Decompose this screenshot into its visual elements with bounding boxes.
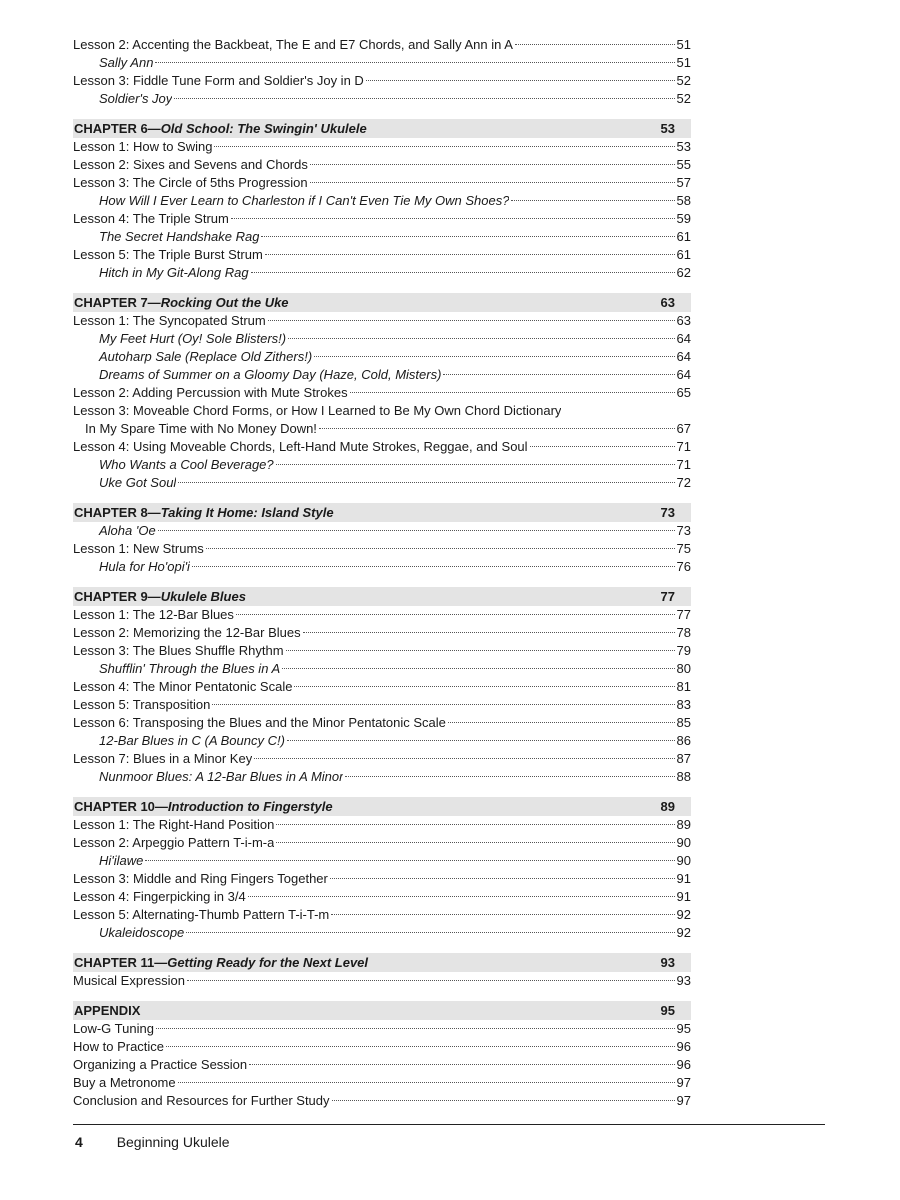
dot-leader <box>236 614 675 615</box>
entry-title: Lesson 2: Sixes and Sevens and Chords <box>73 157 308 172</box>
entry-title: Lesson 5: Alternating-Thumb Pattern T-i-T-m <box>73 907 330 922</box>
dot-leader <box>314 356 674 357</box>
entry-title: Lesson 3: Moveable Chord Forms, or How I Learned to Be My Own Chord Dictionary <box>73 403 562 418</box>
entry-page-number: 52 <box>676 91 691 106</box>
chapter-heading[interactable] <box>73 293 691 312</box>
dot-leader <box>156 1028 675 1029</box>
lesson-entry[interactable] <box>73 750 691 768</box>
entry-title: Lesson 3: Middle and Ring Fingers Together <box>73 871 328 886</box>
dot-leader <box>206 548 675 549</box>
dot-leader <box>282 668 674 669</box>
lesson-entry[interactable] <box>73 402 691 420</box>
entry-page-number: 76 <box>676 559 691 574</box>
entry-page-number: 64 <box>676 331 691 346</box>
dot-leader <box>350 392 675 393</box>
entry-title: Lesson 1: The 12-Bar Blues <box>73 607 234 622</box>
dot-leader <box>303 632 675 633</box>
entry-page-number: 57 <box>676 175 691 190</box>
dot-leader <box>286 650 675 651</box>
entry-title: Lesson 4: Using Moveable Chords, Left-Hand Mute Strokes, Reggae, and Soul <box>73 439 528 454</box>
dot-leader <box>248 896 675 897</box>
entry-title: Hitch in My Git-Along Rag <box>99 265 249 280</box>
entry-page-number: 67 <box>676 421 691 436</box>
entry-title: Autoharp Sale (Replace Old Zithers!) <box>99 349 313 364</box>
entry-page-number: 72 <box>676 475 691 490</box>
entry-page-number: 92 <box>676 925 691 940</box>
chapter-name: Rocking Out the Uke <box>160 295 289 310</box>
entry-page-number: 77 <box>676 607 691 622</box>
entry-title: Lesson 4: Fingerpicking in 3/4 <box>73 889 246 904</box>
entry-page-number: 97 <box>676 1093 691 1108</box>
chapter-title <box>74 1003 661 1018</box>
entry-title: Lesson 7: Blues in a Minor Key <box>73 751 253 766</box>
chapter-label: CHAPTER 8— <box>74 505 161 520</box>
dot-leader <box>251 272 675 273</box>
entry-title: Sally Ann <box>99 55 154 70</box>
entry-title: Nunmoor Blues: A 12-Bar Blues in A Minor <box>99 769 344 784</box>
dot-leader <box>331 914 674 915</box>
entry-title: Musical Expression <box>73 973 185 988</box>
footer-rule <box>73 1124 825 1125</box>
entry-page-number: 83 <box>676 697 691 712</box>
entry-title: Aloha 'Oe <box>99 523 156 538</box>
entry-page-number: 51 <box>676 55 691 70</box>
entry-page-number: 91 <box>676 871 691 886</box>
song-entry[interactable] <box>73 348 691 366</box>
entry-title: Lesson 6: Transposing the Blues and the Minor Pentatonic Scale <box>73 715 446 730</box>
entry-title: Lesson 4: The Minor Pentatonic Scale <box>73 679 293 694</box>
chapter-heading[interactable] <box>73 119 691 138</box>
lesson-entry[interactable] <box>73 816 691 834</box>
entry-title: Lesson 1: The Right-Hand Position <box>73 817 275 832</box>
chapter-label: CHAPTER 10— <box>74 799 168 814</box>
entry-page-number: 93 <box>676 973 691 988</box>
entry-page-number: 62 <box>676 265 691 280</box>
chapter-name: Ukulele Blues <box>160 589 246 604</box>
dot-leader <box>448 722 675 723</box>
chapter-title <box>74 955 661 970</box>
lesson-entry[interactable] <box>73 384 691 402</box>
entry-page-number: 86 <box>676 733 691 748</box>
lesson-entry[interactable] <box>73 210 691 228</box>
entry-page-number: 88 <box>676 769 691 784</box>
song-entry[interactable] <box>73 54 691 72</box>
lesson-entry[interactable] <box>73 1056 691 1074</box>
entry-title: Hi'ilawe <box>99 853 144 868</box>
dot-leader <box>166 1046 674 1047</box>
entry-title: Lesson 5: Transposition <box>73 697 211 712</box>
lesson-entry[interactable] <box>73 312 691 330</box>
entry-title: My Feet Hurt (Oy! Sole Blisters!) <box>99 331 287 346</box>
entry-page-number: 87 <box>676 751 691 766</box>
chapter-heading[interactable] <box>73 1001 691 1020</box>
chapter-name: Introduction to Fingerstyle <box>167 799 333 814</box>
entry-title: How to Practice <box>73 1039 165 1054</box>
lesson-entry[interactable] <box>73 870 691 888</box>
chapter-title <box>74 295 661 310</box>
lesson-entry[interactable] <box>73 138 691 156</box>
dot-leader <box>155 62 674 63</box>
dot-leader <box>254 758 674 759</box>
entry-title: Lesson 1: How to Swing <box>73 139 213 154</box>
entry-title: 12-Bar Blues in C (A Bouncy C!) <box>99 733 285 748</box>
entry-title: Uke Got Soul <box>99 475 177 490</box>
dot-leader <box>268 320 675 321</box>
chapter-page-number: 95 <box>660 1003 675 1018</box>
book-title: Beginning Ukulele <box>116 1134 230 1150</box>
entry-page-number: 92 <box>676 907 691 922</box>
entry-title: Soldier's Joy <box>99 91 173 106</box>
dot-leader <box>265 254 675 255</box>
entry-page-number: 73 <box>676 523 691 538</box>
lesson-entry[interactable] <box>73 642 691 660</box>
lesson-entry[interactable] <box>73 888 691 906</box>
lesson-entry[interactable] <box>73 174 691 192</box>
dot-leader <box>186 932 674 933</box>
lesson-entry[interactable] <box>73 696 691 714</box>
dot-leader <box>192 566 675 567</box>
dot-leader <box>319 428 675 429</box>
entry-title: Lesson 4: The Triple Strum <box>73 211 229 226</box>
chapter-name: Getting Ready for the Next Level <box>167 955 369 970</box>
page-number: 4 <box>75 1134 83 1150</box>
entry-title: Lesson 3: Fiddle Tune Form and Soldier's Joy in D <box>73 73 364 88</box>
dot-leader <box>310 164 675 165</box>
entry-page-number: 90 <box>676 835 691 850</box>
dot-leader <box>294 686 674 687</box>
dot-leader <box>530 446 675 447</box>
entry-title: Lesson 1: New Strums <box>73 541 204 556</box>
entry-title: The Secret Handshake Rag <box>99 229 260 244</box>
entry-page-number: 85 <box>676 715 691 730</box>
lesson-entry[interactable] <box>73 714 691 732</box>
entry-page-number: 55 <box>676 157 691 172</box>
chapter-page-number: 77 <box>660 589 675 604</box>
song-entry[interactable] <box>73 456 691 474</box>
dot-leader <box>178 482 674 483</box>
dot-leader <box>276 842 674 843</box>
chapter-page-number: 93 <box>660 955 675 970</box>
chapter-heading[interactable] <box>73 503 691 522</box>
entry-page-number: 52 <box>676 73 691 88</box>
dot-leader <box>310 182 675 183</box>
dot-leader <box>287 740 675 741</box>
dot-leader <box>330 878 675 879</box>
entry-page-number: 59 <box>676 211 691 226</box>
lesson-entry[interactable] <box>73 1020 691 1038</box>
chapter-label: CHAPTER 6— <box>74 121 161 136</box>
entry-page-number: 97 <box>676 1075 691 1090</box>
entry-title: Lesson 2: Accenting the Backbeat, The E and E7 Chords, and Sally Ann in A <box>73 37 513 52</box>
lesson-entry[interactable] <box>73 438 691 456</box>
dot-leader <box>212 704 674 705</box>
entry-page-number: 89 <box>676 817 691 832</box>
chapter-heading[interactable] <box>73 797 691 816</box>
entry-page-number: 96 <box>676 1039 691 1054</box>
dot-leader <box>276 464 675 465</box>
chapter-page-number: 53 <box>660 121 675 136</box>
entry-title: Lesson 3: The Circle of 5ths Progression <box>73 175 308 190</box>
lesson-entry[interactable] <box>73 606 691 624</box>
lesson-entry[interactable] <box>73 246 691 264</box>
chapter-title <box>74 799 661 814</box>
dot-leader <box>515 44 675 45</box>
dot-leader <box>145 860 674 861</box>
lesson-entry[interactable] <box>73 624 691 642</box>
entry-title: Lesson 2: Adding Percussion with Mute Strokes <box>73 385 348 400</box>
lesson-entry[interactable] <box>73 72 691 90</box>
chapter-name: Old School: The Swingin' Ukulele <box>160 121 367 136</box>
lesson-entry[interactable] <box>73 420 691 438</box>
entry-title: Conclusion and Resources for Further Study <box>73 1093 330 1108</box>
chapter-heading[interactable] <box>73 953 691 972</box>
dot-leader <box>511 200 674 201</box>
chapter-label: CHAPTER 9— <box>74 589 161 604</box>
song-entry[interactable] <box>73 366 691 384</box>
entry-page-number: 65 <box>676 385 691 400</box>
chapter-title <box>74 121 661 136</box>
song-entry[interactable] <box>73 924 691 942</box>
chapter-page-number: 89 <box>660 799 675 814</box>
chapter-heading[interactable] <box>73 587 691 606</box>
lesson-entry[interactable] <box>73 972 691 990</box>
entry-page-number: 63 <box>676 313 691 328</box>
entry-page-number: 53 <box>676 139 691 154</box>
dot-leader <box>443 374 674 375</box>
dot-leader <box>332 1100 675 1101</box>
song-entry[interactable] <box>73 192 691 210</box>
entry-title: Buy a Metronome <box>73 1075 176 1090</box>
entry-title: Dreams of Summer on a Gloomy Day (Haze, Cold, Misters) <box>99 367 442 382</box>
entry-page-number: 58 <box>676 193 691 208</box>
entry-page-number: 64 <box>676 367 691 382</box>
entry-page-number: 80 <box>676 661 691 676</box>
lesson-entry[interactable] <box>73 906 691 924</box>
table-of-contents <box>73 36 691 1110</box>
chapter-page-number: 73 <box>660 505 675 520</box>
entry-title: Shufflin' Through the Blues in A <box>99 661 281 676</box>
entry-title: Organizing a Practice Session <box>73 1057 248 1072</box>
entry-page-number: 51 <box>676 37 691 52</box>
song-entry[interactable] <box>73 522 691 540</box>
entry-title: Lesson 3: The Blues Shuffle Rhythm <box>73 643 284 658</box>
entry-page-number: 71 <box>676 439 691 454</box>
entry-title: Lesson 5: The Triple Burst Strum <box>73 247 263 262</box>
chapter-page-number: 63 <box>660 295 675 310</box>
chapter-title <box>74 589 661 604</box>
entry-page-number: 95 <box>676 1021 691 1036</box>
lesson-entry[interactable] <box>73 678 691 696</box>
dot-leader <box>214 146 674 147</box>
song-entry[interactable] <box>73 558 691 576</box>
lesson-entry[interactable] <box>73 540 691 558</box>
song-entry[interactable] <box>73 264 691 282</box>
entry-title: Lesson 2: Memorizing the 12-Bar Blues <box>73 625 301 640</box>
entry-page-number: 71 <box>676 457 691 472</box>
chapter-label: APPENDIX <box>74 1003 141 1018</box>
dot-leader <box>261 236 674 237</box>
entry-page-number: 81 <box>676 679 691 694</box>
dot-leader <box>249 1064 674 1065</box>
song-entry[interactable] <box>73 660 691 678</box>
entry-page-number: 61 <box>676 229 691 244</box>
song-entry[interactable] <box>73 90 691 108</box>
entry-page-number: 79 <box>676 643 691 658</box>
lesson-entry[interactable] <box>73 156 691 174</box>
entry-page-number: 91 <box>676 889 691 904</box>
dot-leader <box>276 824 674 825</box>
entry-page-number: 75 <box>676 541 691 556</box>
entry-title: Lesson 1: The Syncopated Strum <box>73 313 266 328</box>
entry-title: How Will I Ever Learn to Charleston if I Can't Even Tie My Own Shoes? <box>99 193 510 208</box>
song-entry[interactable] <box>73 474 691 492</box>
dot-leader <box>187 980 675 981</box>
dot-leader <box>158 530 675 531</box>
page-footer <box>75 1134 230 1150</box>
song-entry[interactable] <box>73 732 691 750</box>
dot-leader <box>288 338 674 339</box>
entry-title: Hula for Ho'opi'i <box>99 559 190 574</box>
dot-leader <box>345 776 674 777</box>
entry-title: Low-G Tuning <box>73 1021 154 1036</box>
song-entry[interactable] <box>73 852 691 870</box>
song-entry[interactable] <box>73 768 691 786</box>
entry-title: Ukaleidoscope <box>99 925 185 940</box>
lesson-entry[interactable] <box>73 36 691 54</box>
entry-page-number: 96 <box>676 1057 691 1072</box>
entry-title: Who Wants a Cool Beverage? <box>99 457 274 472</box>
chapter-label: CHAPTER 7— <box>74 295 161 310</box>
chapter-label: CHAPTER 11— <box>74 955 168 970</box>
lesson-entry[interactable] <box>73 1074 691 1092</box>
lesson-entry[interactable] <box>73 1092 691 1110</box>
entry-page-number: 61 <box>676 247 691 262</box>
chapter-name: Taking It Home: Island Style <box>160 505 334 520</box>
dot-leader <box>231 218 675 219</box>
entry-page-number: 64 <box>676 349 691 364</box>
lesson-entry[interactable] <box>73 1038 691 1056</box>
lesson-entry[interactable] <box>73 834 691 852</box>
dot-leader <box>174 98 674 99</box>
entry-page-number: 90 <box>676 853 691 868</box>
dot-leader <box>178 1082 675 1083</box>
chapter-title <box>74 505 661 520</box>
entry-title: In My Spare Time with No Money Down! <box>85 421 317 436</box>
entry-title: Lesson 2: Arpeggio Pattern T-i-m-a <box>73 835 275 850</box>
dot-leader <box>366 80 675 81</box>
song-entry[interactable] <box>73 330 691 348</box>
song-entry[interactable] <box>73 228 691 246</box>
entry-page-number: 78 <box>676 625 691 640</box>
